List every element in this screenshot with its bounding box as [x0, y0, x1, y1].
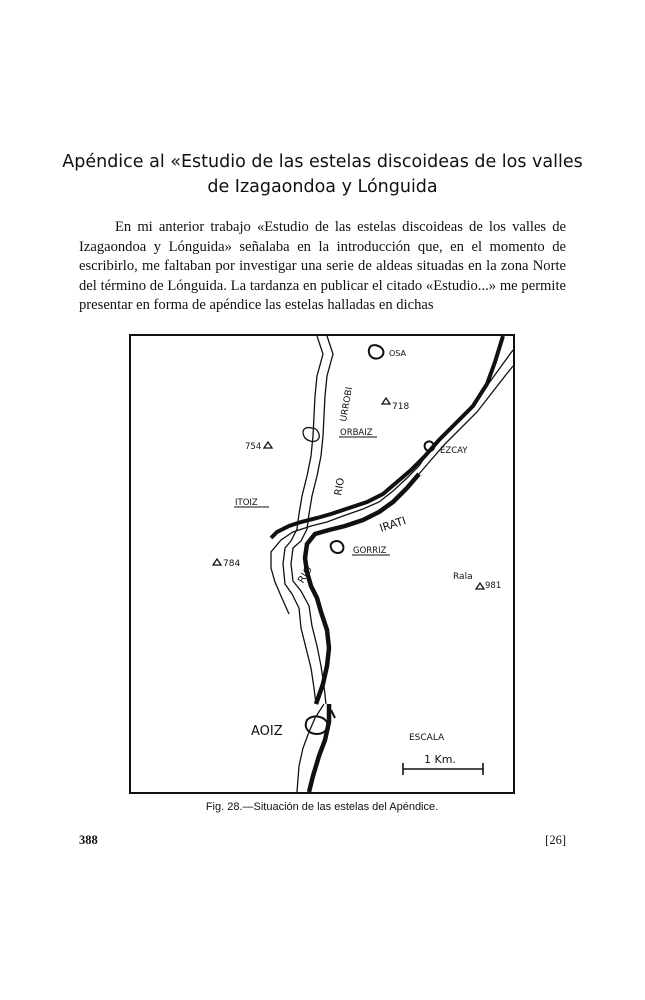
triangle-718 [382, 398, 390, 404]
label-urrobi: URROBI [339, 386, 356, 423]
label-718: 718 [392, 402, 410, 412]
triangle-784 [213, 559, 221, 565]
title-line-2: de Izagaondoa y Lónguida [207, 177, 438, 197]
label-rala: Rala [453, 572, 473, 582]
gorriz-village [331, 541, 344, 553]
aoiz-town [306, 716, 328, 734]
elevation-markers [213, 398, 484, 589]
label-osa: OSA [389, 349, 406, 358]
label-km: 1 Km. [424, 753, 456, 766]
label-aoiz: AOIZ [251, 724, 283, 739]
label-itoiz: ITOIZ [235, 498, 258, 508]
figure-caption: Fig. 28.—Situación de las estelas del Apéndice. [205, 801, 439, 813]
label-rio-irati: RIO [296, 564, 315, 586]
title-line-1: Apéndice al «Estudio de las estelas discoideas de los valles [62, 152, 583, 172]
label-ezcay: EZCAY [440, 446, 468, 456]
label-981: 981 [485, 581, 502, 591]
label-orbaiz: ORBAIZ [340, 428, 373, 438]
page-reference: [26] [545, 833, 566, 847]
label-784: 784 [223, 559, 241, 569]
triangle-981 [476, 583, 484, 589]
label-gorriz: GORRIZ [353, 546, 387, 556]
triangle-754 [264, 442, 272, 448]
label-754: 754 [245, 442, 262, 452]
intro-paragraph: En mi anterior trabajo «Estudio de las estelas discoideas de los valles de Izagaondoa y Lónguida» señalaba en la introducción que, en el momento de escribirlo, me faltaban por investigar una serie de aldeas situadas en la zona Norte del término de Lónguida. La tardanza en publicar el citado «Estudio...» me permite presentar en forma de apéndice las estelas halladas en dichas [79, 219, 566, 314]
osa-village [369, 345, 384, 358]
label-rio-urrobi: RIO [333, 477, 348, 497]
article-title [60, 150, 585, 200]
label-irati: IRATI [377, 514, 408, 535]
map-drawing [131, 336, 513, 792]
map-figure [129, 334, 515, 794]
label-escala: ESCALA [409, 733, 445, 743]
page-number: 388 [79, 833, 98, 847]
